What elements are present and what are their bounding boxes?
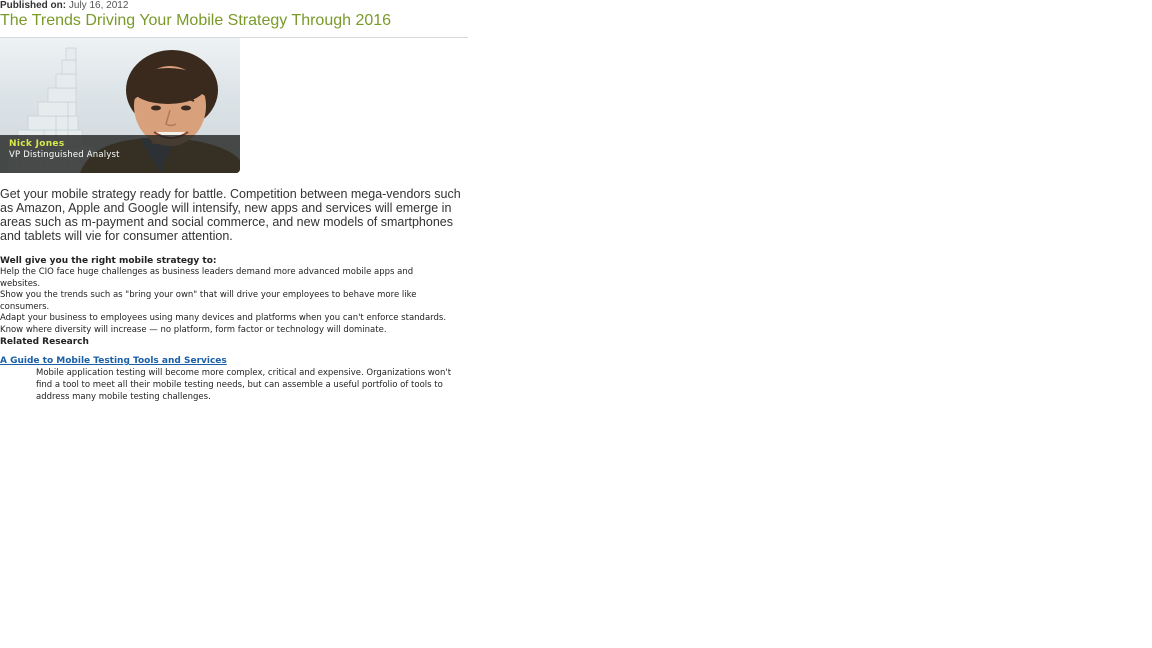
benefits-list — [0, 267, 450, 336]
photo-caption — [0, 135, 240, 173]
article-intro: Get your mobile strategy ready for battle. Competition between mega-vendors such as Amazon, Apple and Google will intensify, new apps and services will emerge in areas such as m-payment and social commerce, and new models of smartphones and tablets will vie for consumer attention. — [0, 187, 461, 243]
list-item: Know where diversity will increase — no platform, form factor or technology will dominate. — [0, 324, 387, 335]
published-label: Published on: — [0, 0, 67, 11]
author-name: Nick Jones — [9, 139, 65, 149]
list-item: Help the CIO face huge challenges as business leaders demand more advanced mobile apps and websites. — [0, 267, 414, 289]
published-line — [0, 0, 470, 11]
benefits-heading: Well give you the right mobile strategy to: — [0, 256, 217, 266]
list-item: Show you the trends such as "bring your own" that will drive your employees to behave more like consumers. — [0, 290, 417, 312]
author-role: VP Distinguished Analyst — [9, 150, 120, 160]
page-title: The Trends Driving Your Mobile Strategy Through 2016 — [0, 11, 468, 38]
article-page — [0, 0, 470, 403]
related-research-description: Mobile application testing will become more complex, critical and expensive. Organizations won't find a tool to meet all their mobile testing needs, but can assemble a useful portfolio of tools to address many mobile testing challenges. — [36, 368, 452, 402]
author-photo — [0, 38, 240, 173]
list-item: Adapt your business to employees using many devices and platforms when you can't enforce standards. — [0, 313, 447, 323]
related-research-link[interactable]: A Guide to Mobile Testing Tools and Services — [0, 356, 227, 366]
published-date: July 16, 2012 — [68, 0, 129, 11]
related-research-heading: Related Research — [0, 337, 89, 347]
